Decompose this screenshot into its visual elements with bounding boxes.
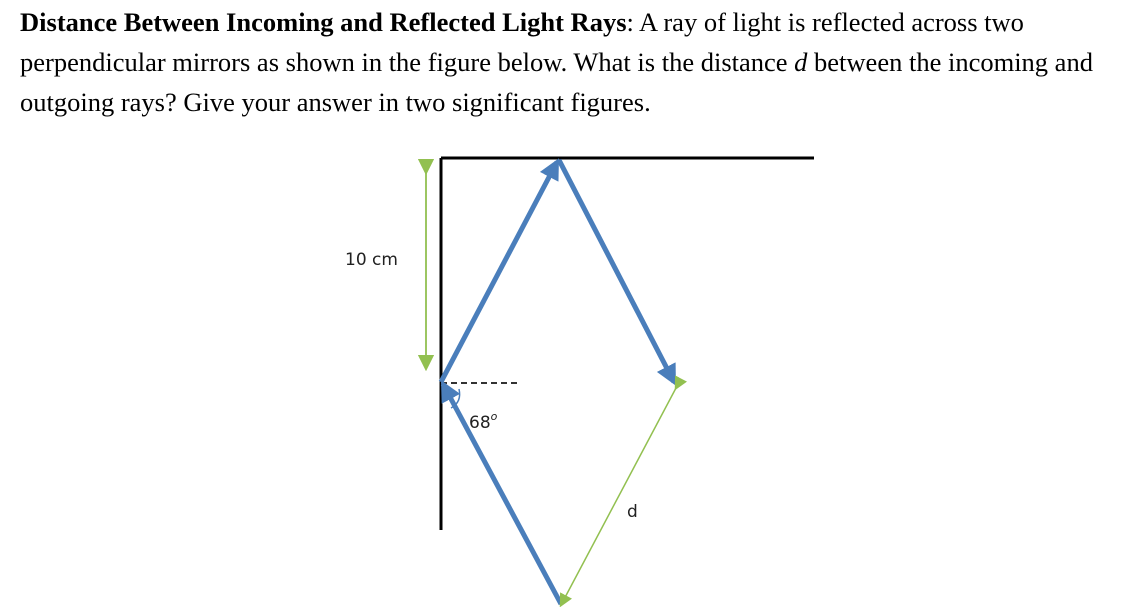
ray-to-top-mirror (441, 162, 557, 382)
angle-label (469, 410, 498, 433)
title-colon: : (626, 7, 634, 37)
outgoing-ray (559, 160, 674, 382)
problem-text-part-1: A ray of light is reflected across two perpendicular mirrors as shown in the figure below. What is the distance (20, 7, 1024, 77)
problem-title: Distance Between Incoming and Reflected Light Rays (20, 7, 627, 37)
angle-degree-symbol: o (490, 410, 498, 423)
angle-value: 68 (469, 413, 491, 433)
distance-label: d (627, 502, 638, 522)
variable-d: d (794, 47, 808, 77)
height-label: 10 cm (345, 250, 398, 270)
distance-dimension-arrow (561, 388, 676, 605)
problem-text-part-2: between the incoming and outgoing rays? Give your answer in two significant figures. (20, 47, 1093, 117)
incoming-ray (443, 384, 561, 604)
